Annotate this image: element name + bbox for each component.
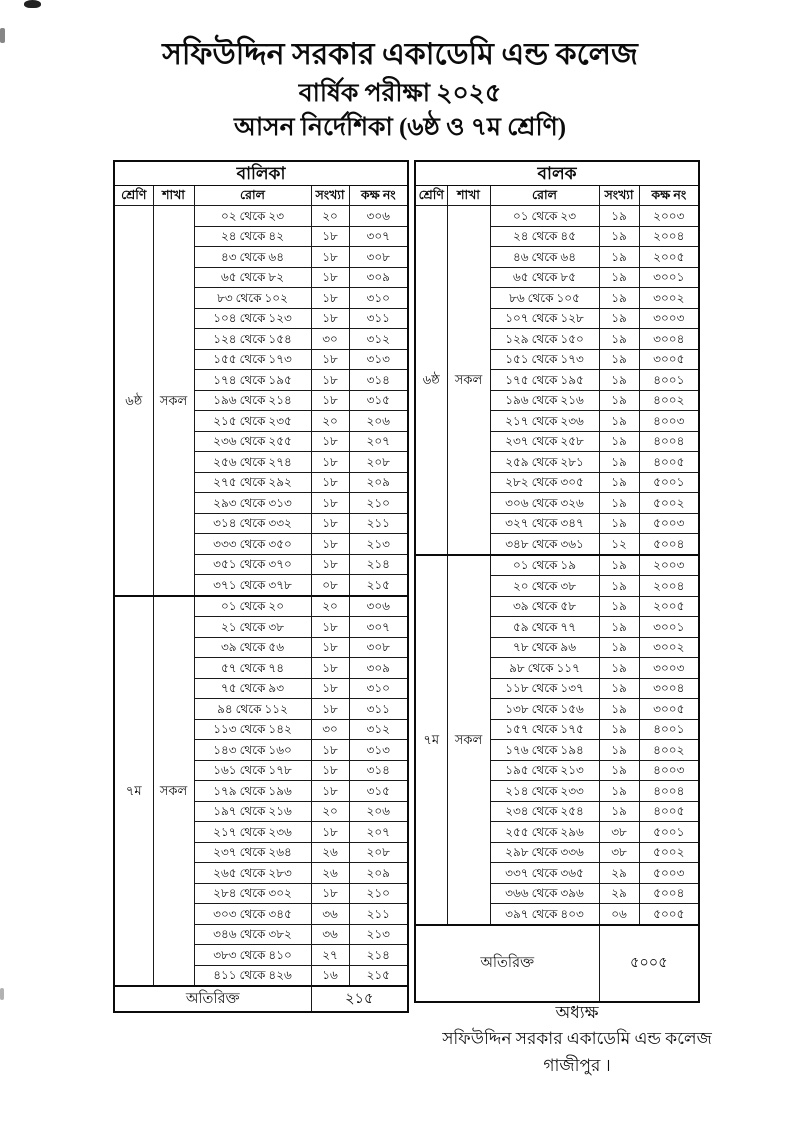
roll-range-cell: ৮৬ থেকে ১০৫	[490, 288, 599, 309]
count-cell: ১৯	[599, 329, 639, 350]
count-cell: ১৯	[599, 760, 639, 781]
extra-room-value: ৫০০৫	[599, 925, 699, 1002]
room-number-cell: ৪০০১	[639, 719, 699, 740]
roll-range-cell: ১৪৩ থেকে ১৬০	[194, 740, 311, 761]
count-cell: ১৮	[311, 617, 349, 638]
roll-range-cell: ১১৮ থেকে ১৩৭	[490, 678, 599, 699]
roll-range-cell: ২৪ থেকে ৪৫	[490, 226, 599, 247]
roll-range-cell: ২৩৭ থেকে ২৬৪	[194, 842, 311, 863]
room-number-cell: ৩০০১	[639, 617, 699, 638]
boys-seat-table	[414, 160, 698, 1003]
room-number-cell: ৩০০৩	[639, 658, 699, 679]
room-number-cell: ৫০০৩	[639, 513, 699, 534]
roll-range-cell: ১৭৪ থেকে ১৯৫	[194, 370, 311, 391]
count-cell: ১৮	[311, 822, 349, 843]
roll-range-cell: ৬৫ থেকে ৮২	[194, 267, 311, 288]
principal-label: অধ্যক্ষ	[555, 1003, 599, 1022]
roll-range-cell: ২৩৪ থেকে ২৫৪	[490, 801, 599, 822]
room-number-cell: ২০৯	[349, 472, 408, 493]
roll-range-cell: ২১৫ থেকে ২৩৫	[194, 411, 311, 432]
roll-range-cell: ২৫৫ থেকে ২৯৬	[490, 822, 599, 843]
roll-range-cell: ৩৯ থেকে ৫৬	[194, 637, 311, 658]
room-number-cell: ২১৪	[349, 554, 408, 575]
room-number-cell: ২০৯	[349, 863, 408, 884]
room-number-cell: ৩১৪	[349, 760, 408, 781]
extra-label: অতিরিক্ত	[114, 986, 311, 1012]
roll-range-cell: ২১৭ থেকে ২৩৬	[194, 822, 311, 843]
room-number-cell: ৩০৭	[349, 226, 408, 247]
count-cell: ২০	[311, 411, 349, 432]
count-cell: ১৯	[599, 308, 639, 329]
roll-range-cell: ১০৪ থেকে ১২৩	[194, 308, 311, 329]
roll-range-cell: ৩৭১ থেকে ৩৭৮	[194, 575, 311, 596]
room-number-cell: ২০০৫	[639, 596, 699, 617]
roll-range-cell: ১৯৬ থেকে ২১৬	[490, 390, 599, 411]
roll-range-cell: ২৫৯ থেকে ২৮১	[490, 452, 599, 473]
roll-range-cell: ২৩৭ থেকে ২৫৮	[490, 431, 599, 452]
room-number-cell: ৩১৪	[349, 370, 408, 391]
count-cell: ১২	[599, 534, 639, 555]
branch-cell: সকল	[447, 206, 490, 555]
institution-title: সফিউদ্দিন সরকার একাডেমি এন্ড কলেজ	[162, 38, 638, 71]
room-number-cell: ৫০০৫	[639, 904, 699, 925]
room-number-cell: ৩১২	[349, 719, 408, 740]
room-number-cell: ৪০০২	[639, 390, 699, 411]
count-cell: ৩৮	[599, 842, 639, 863]
room-number-cell: ২১৫	[349, 965, 408, 986]
branch-cell: সকল	[447, 555, 490, 925]
roll-range-cell: ৩৪৮ থেকে ৩৬১	[490, 534, 599, 555]
room-number-cell: ২০৬	[349, 801, 408, 822]
column-header-4: কক্ষ নং	[639, 186, 699, 206]
scan-artifact	[24, 0, 41, 8]
room-number-cell: ৪০০৫	[639, 452, 699, 473]
count-cell: ৩৬	[311, 924, 349, 945]
count-cell: ১৯	[599, 617, 639, 638]
count-cell: ১৮	[311, 781, 349, 802]
room-number-cell: ৪০০১	[639, 370, 699, 391]
roll-range-cell: ১৫১ থেকে ১৭৩	[490, 349, 599, 370]
roll-range-cell: ১২৪ থেকে ১৫৪	[194, 329, 311, 350]
count-cell: ২৯	[599, 883, 639, 904]
room-number-cell: ৩০০১	[639, 267, 699, 288]
roll-range-cell: ৯৮ থেকে ১১৭	[490, 658, 599, 679]
room-number-cell: ২০০৪	[639, 226, 699, 247]
count-cell: ৩৬	[311, 904, 349, 925]
count-cell: ১৯	[599, 267, 639, 288]
room-number-cell: ২১১	[349, 904, 408, 925]
roll-range-cell: ৩১৪ থেকে ৩৩২	[194, 513, 311, 534]
count-cell: ১৮	[311, 699, 349, 720]
roll-range-cell: ৪৩ থেকে ৬৪	[194, 247, 311, 268]
count-cell: ১৯	[599, 226, 639, 247]
column-header-0: শ্রেণি	[415, 186, 447, 206]
roll-range-cell: ২০ থেকে ৩৮	[490, 576, 599, 597]
count-cell: ১৯	[599, 576, 639, 597]
girls-seat-table	[113, 160, 408, 1013]
count-cell: ১৮	[311, 431, 349, 452]
room-number-cell: ৩০৯	[349, 267, 408, 288]
count-cell: ১৯	[599, 719, 639, 740]
count-cell: ১৯	[599, 658, 639, 679]
count-cell: ১৮	[311, 637, 349, 658]
room-number-cell: ৩১২	[349, 329, 408, 350]
girls-table	[113, 160, 409, 1013]
room-number-cell: ২০৮	[349, 842, 408, 863]
roll-range-cell: ০১ থেকে ২০	[194, 596, 311, 617]
class-cell: ৭ম	[415, 555, 447, 925]
count-cell: ৩০	[311, 719, 349, 740]
roll-range-cell: ০২ থেকে ২৩	[194, 206, 311, 227]
count-cell: ১৯	[599, 513, 639, 534]
room-number-cell: ২০৬	[349, 411, 408, 432]
roll-range-cell: ০১ থেকে ১৯	[490, 555, 599, 576]
room-number-cell: ৩১৫	[349, 390, 408, 411]
room-number-cell: ৩০৮	[349, 247, 408, 268]
roll-range-cell: ৩০৬ থেকে ৩২৬	[490, 493, 599, 514]
count-cell: ১৯	[599, 411, 639, 432]
room-number-cell: ৩০০৫	[639, 349, 699, 370]
room-number-cell: ২০৮	[349, 452, 408, 473]
roll-range-cell: ৩৬৬ থেকে ৩৯৬	[490, 883, 599, 904]
room-number-cell: ২১০	[349, 883, 408, 904]
roll-range-cell: ০১ থেকে ২৩	[490, 206, 599, 227]
extra-row	[114, 986, 408, 1012]
roll-range-cell: ৫৯ থেকে ৭৭	[490, 617, 599, 638]
roll-range-cell: ৩৮৩ থেকে ৪১০	[194, 945, 311, 966]
count-cell: ১৮	[311, 226, 349, 247]
count-cell: ০৮	[311, 575, 349, 596]
roll-range-cell: ৩০৩ থেকে ৩৪৫	[194, 904, 311, 925]
count-cell: ০৬	[599, 904, 639, 925]
room-number-cell: ৩০৮	[349, 637, 408, 658]
count-cell: ১৯	[599, 247, 639, 268]
roll-range-cell: ১৯৫ থেকে ২১৩	[490, 760, 599, 781]
room-number-cell: ২০০৩	[639, 206, 699, 227]
roll-range-cell: ৫৭ থেকে ৭৪	[194, 658, 311, 679]
room-number-cell: ৩১০	[349, 678, 408, 699]
roll-range-cell: ১৭৫ থেকে ১৯৫	[490, 370, 599, 391]
roll-range-cell: ৩৩৩ থেকে ৩৫০	[194, 534, 311, 555]
room-number-cell: ৩১১	[349, 699, 408, 720]
class-cell: ৬ষ্ঠ	[114, 206, 153, 596]
roll-range-cell: ১৯৬ থেকে ২১৪	[194, 390, 311, 411]
roll-range-cell: ৩৫১ থেকে ৩৭০	[194, 554, 311, 575]
room-number-cell: ৩০০২	[639, 288, 699, 309]
room-number-cell: ২১৫	[349, 575, 408, 596]
roll-range-cell: ১০৭ থেকে ১২৮	[490, 308, 599, 329]
count-cell: ২৭	[311, 945, 349, 966]
count-cell: ১৮	[311, 308, 349, 329]
room-number-cell: ৩১৩	[349, 740, 408, 761]
count-cell: ৩০	[311, 329, 349, 350]
roll-range-cell: ৯৪ থেকে ১১২	[194, 699, 311, 720]
roll-range-cell: ২৫৬ থেকে ২৭৪	[194, 452, 311, 473]
roll-range-cell: ১৭৯ থেকে ১৯৬	[194, 781, 311, 802]
column-header-3: সংখ্যা	[599, 186, 639, 206]
roll-range-cell: ২১৭ থেকে ২৩৬	[490, 411, 599, 432]
table-row	[114, 596, 408, 617]
room-number-cell: ৫০০৪	[639, 883, 699, 904]
room-number-cell: ২১৩	[349, 924, 408, 945]
room-number-cell: ৩১০	[349, 288, 408, 309]
count-cell: ১৯	[599, 431, 639, 452]
count-cell: ১৯	[599, 452, 639, 473]
signature-block	[417, 1000, 737, 1079]
scan-artifact	[0, 988, 4, 1000]
room-number-cell: ৪০০৩	[639, 411, 699, 432]
exam-title: বার্ষিক পরীক্ষা ২০২৫	[298, 79, 502, 107]
column-header-4: কক্ষ নং	[349, 186, 408, 206]
roll-range-cell: ৩৯ থেকে ৫৮	[490, 596, 599, 617]
room-number-cell: ৫০০২	[639, 493, 699, 514]
count-cell: ১৯	[599, 781, 639, 802]
count-cell: ১৮	[311, 493, 349, 514]
column-header-1: শাখা	[447, 186, 490, 206]
count-cell: ২৬	[311, 842, 349, 863]
roll-range-cell: ২৬৫ থেকে ২৮৩	[194, 863, 311, 884]
room-number-cell: ২১১	[349, 513, 408, 534]
count-cell: ২৬	[311, 863, 349, 884]
column-header-1: শাখা	[153, 186, 194, 206]
column-header-2: রোল	[490, 186, 599, 206]
extra-row	[415, 925, 699, 1002]
room-number-cell: ৫০০৪	[639, 534, 699, 555]
count-cell: ১৮	[311, 349, 349, 370]
room-number-cell: ৩০০৩	[639, 308, 699, 329]
room-number-cell: ৫০০১	[639, 472, 699, 493]
boys-table	[414, 160, 700, 1003]
roll-range-cell: ৪৬ থেকে ৬৪	[490, 247, 599, 268]
count-cell: ১৮	[311, 247, 349, 268]
roll-range-cell: ১৬১ থেকে ১৭৮	[194, 760, 311, 781]
roll-range-cell: ২৩৬ থেকে ২৫৫	[194, 431, 311, 452]
count-cell: ১৯	[599, 493, 639, 514]
room-number-cell: ৩১৫	[349, 781, 408, 802]
roll-range-cell: ১৩৮ থেকে ১৫৬	[490, 699, 599, 720]
roll-range-cell: ১১৩ থেকে ১৪২	[194, 719, 311, 740]
roll-range-cell: ৪১১ থেকে ৪২৬	[194, 965, 311, 986]
count-cell: ১৮	[311, 472, 349, 493]
room-number-cell: ২১০	[349, 493, 408, 514]
room-number-cell: ২১৪	[349, 945, 408, 966]
roll-range-cell: ২৯৮ থেকে ৩৩৬	[490, 842, 599, 863]
count-cell: ১৮	[311, 678, 349, 699]
count-cell: ১৯	[599, 370, 639, 391]
count-cell: ১৬	[311, 965, 349, 986]
room-number-cell: ২০০৪	[639, 576, 699, 597]
roll-range-cell: ১২৯ থেকে ১৫০	[490, 329, 599, 350]
count-cell: ১৮	[311, 370, 349, 391]
column-header-3: সংখ্যা	[311, 186, 349, 206]
room-number-cell: ৫০০১	[639, 822, 699, 843]
count-cell: ২০	[311, 206, 349, 227]
table-row	[415, 555, 699, 576]
roll-range-cell: ৩৩৭ থেকে ৩৬৫	[490, 863, 599, 884]
seat-guide-title: আসন নির্দেশিকা (৬ষ্ঠ ও ৭ম শ্রেণি)	[233, 114, 567, 141]
count-cell: ১৮	[311, 534, 349, 555]
count-cell: ১৯	[599, 472, 639, 493]
room-number-cell: ৪০০৫	[639, 801, 699, 822]
room-number-cell: ৪০০৩	[639, 760, 699, 781]
document-header	[0, 36, 800, 145]
count-cell: ১৯	[599, 637, 639, 658]
count-cell: ১৮	[311, 513, 349, 534]
count-cell: ১৯	[599, 390, 639, 411]
room-number-cell: ৩০৭	[349, 617, 408, 638]
room-number-cell: ২১৩	[349, 534, 408, 555]
room-number-cell: ৩১৩	[349, 349, 408, 370]
signature-institution: সফিউদ্দিন সরকার একাডেমি এন্ড কলেজ	[442, 1029, 712, 1049]
count-cell: ১৯	[599, 699, 639, 720]
roll-range-cell: ১৭৬ থেকে ১৯৪	[490, 740, 599, 761]
column-header-0: শ্রেণি	[114, 186, 153, 206]
count-cell: ৩৮	[599, 822, 639, 843]
roll-range-cell: ৮৩ থেকে ১০২	[194, 288, 311, 309]
room-number-cell: ২০৭	[349, 822, 408, 843]
count-cell: ১৯	[599, 349, 639, 370]
class-cell: ৭ম	[114, 596, 153, 987]
branch-cell: সকল	[153, 596, 194, 987]
room-number-cell: ৩১১	[349, 308, 408, 329]
count-cell: ১৯	[599, 740, 639, 761]
class-cell: ৬ষ্ঠ	[415, 206, 447, 555]
roll-range-cell: ৩২৭ থেকে ৩৪৭	[490, 513, 599, 534]
roll-range-cell: ১৯৭ থেকে ২১৬	[194, 801, 311, 822]
count-cell: ১৮	[311, 554, 349, 575]
count-cell: ২৯	[599, 863, 639, 884]
count-cell: ১৮	[311, 390, 349, 411]
room-number-cell: ৩০০২	[639, 637, 699, 658]
room-number-cell: ৩০০৫	[639, 699, 699, 720]
roll-range-cell: ২১ থেকে ৩৮	[194, 617, 311, 638]
roll-range-cell: ২৯৩ থেকে ৩১৩	[194, 493, 311, 514]
count-cell: ২০	[311, 801, 349, 822]
count-cell: ১৯	[599, 801, 639, 822]
room-number-cell: ৩০০৪	[639, 329, 699, 350]
roll-range-cell: ২৮৪ থেকে ৩০২	[194, 883, 311, 904]
count-cell: ১৯	[599, 596, 639, 617]
roll-range-cell: ৩৯৭ থেকে ৪০৩	[490, 904, 599, 925]
roll-range-cell: ৭৫ থেকে ৯৩	[194, 678, 311, 699]
table-title: বালক	[415, 161, 699, 186]
room-number-cell: ২০৭	[349, 431, 408, 452]
count-cell: ১৮	[311, 452, 349, 473]
roll-range-cell: ৬৫ থেকে ৮৫	[490, 267, 599, 288]
count-cell: ১৮	[311, 267, 349, 288]
room-number-cell: ৪০০২	[639, 740, 699, 761]
room-number-cell: ৩০০৪	[639, 678, 699, 699]
roll-range-cell: ৭৮ থেকে ৯৬	[490, 637, 599, 658]
column-header-2: রোল	[194, 186, 311, 206]
extra-room-value: ২১৫	[311, 986, 408, 1012]
branch-cell: সকল	[153, 206, 194, 596]
room-number-cell: ৩০৬	[349, 596, 408, 617]
table-title: বালিকা	[114, 161, 408, 186]
count-cell: ১৮	[311, 883, 349, 904]
roll-range-cell: ২১৪ থেকে ২৩৩	[490, 781, 599, 802]
count-cell: ১৯	[599, 555, 639, 576]
room-number-cell: ২০০৫	[639, 247, 699, 268]
count-cell: ১৮	[311, 760, 349, 781]
count-cell: ১৯	[599, 288, 639, 309]
count-cell: ১৮	[311, 658, 349, 679]
count-cell: ১৯	[599, 678, 639, 699]
room-number-cell: ৪০০৪	[639, 431, 699, 452]
roll-range-cell: ২৮২ থেকে ৩০৫	[490, 472, 599, 493]
count-cell: ১৮	[311, 740, 349, 761]
roll-range-cell: ১৫৫ থেকে ১৭৩	[194, 349, 311, 370]
roll-range-cell: ৩৪৬ থেকে ৩৮২	[194, 924, 311, 945]
table-row	[415, 206, 699, 227]
count-cell: ২০	[311, 596, 349, 617]
extra-label: অতিরিক্ত	[415, 925, 599, 1002]
room-number-cell: ৩০৬	[349, 206, 408, 227]
signature-location: গাজীপুর ।	[543, 1055, 611, 1075]
room-number-cell: ৫০০৩	[639, 863, 699, 884]
roll-range-cell: ২৪ থেকে ৪২	[194, 226, 311, 247]
room-number-cell: ৫০০২	[639, 842, 699, 863]
count-cell: ১৯	[599, 206, 639, 227]
room-number-cell: ৪০০৪	[639, 781, 699, 802]
roll-range-cell: ২৭৫ থেকে ২৯২	[194, 472, 311, 493]
room-number-cell: ৩০৯	[349, 658, 408, 679]
room-number-cell: ২০০৩	[639, 555, 699, 576]
count-cell: ১৮	[311, 288, 349, 309]
roll-range-cell: ১৫৭ থেকে ১৭৫	[490, 719, 599, 740]
table-row	[114, 206, 408, 227]
